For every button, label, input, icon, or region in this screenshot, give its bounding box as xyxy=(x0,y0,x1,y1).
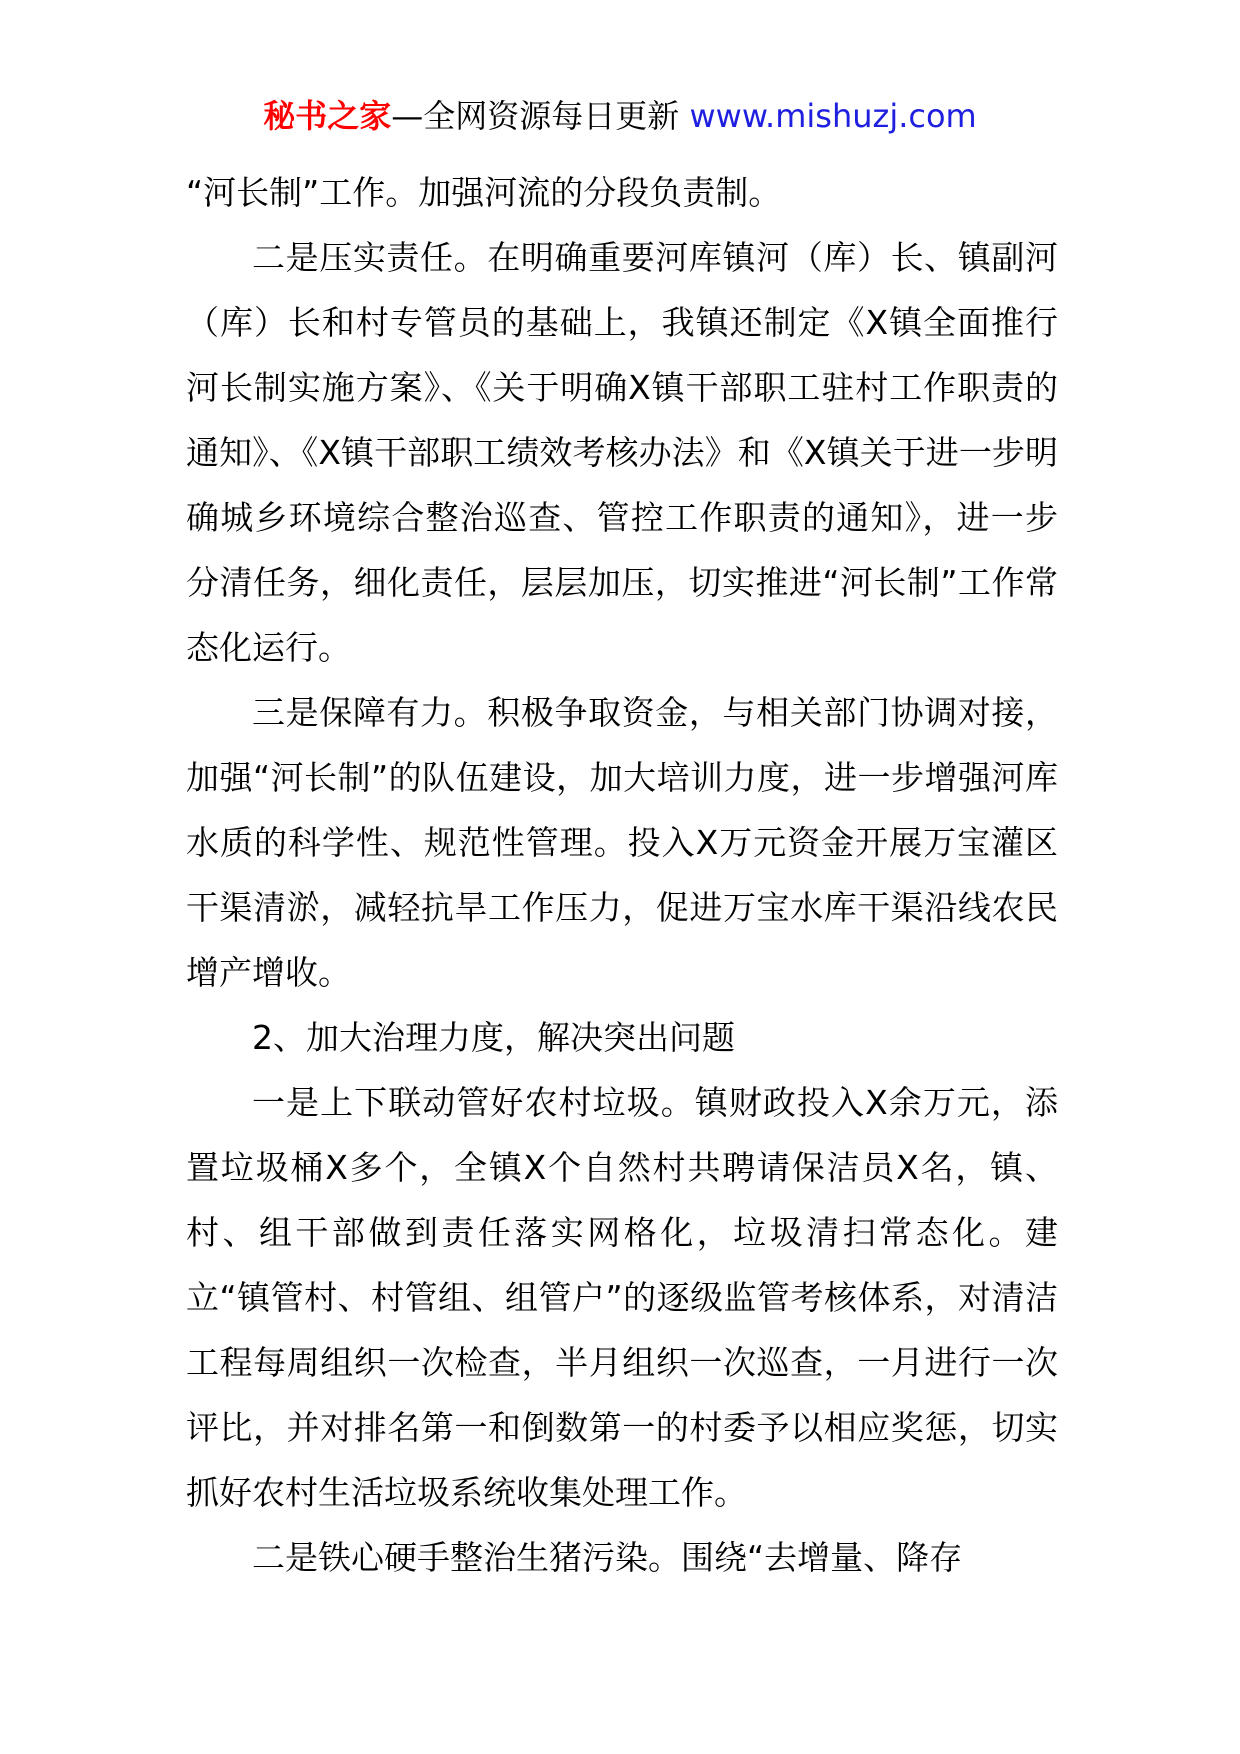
document-body xyxy=(186,160,1058,1590)
section-heading: 2、加大治理力度，解决突出问题 xyxy=(252,1018,735,1057)
paragraph-pig-pollution: 二是铁心硬手整治生猪污染。围绕“去增量、降存 xyxy=(252,1538,963,1577)
site-header xyxy=(0,96,1240,136)
paragraph-responsibility: 二是压实责任。在明确重要河库镇河（库）长、镇副河（库）长和村专管员的基础上，我镇还制定《X镇全面推行河长制实施方案》、《关于明确X镇干部职工驻村工作职责的通知》、《X镇干部职工绩效考核办法》和《X镇关于进一步明确城乡环境综合整治巡查、管控工作职责的通知》，进一步分清任务，细化责任，层层加压，切实推进“河长制”工作常态化运行。 xyxy=(186,238,1058,667)
site-tagline: —全网资源每日更新 xyxy=(391,97,680,135)
site-url-link[interactable]: www.mishuzj.com xyxy=(689,97,977,135)
site-brand: 秘书之家 xyxy=(263,97,392,135)
paragraph-continuation: “河长制”工作。加强河流的分段负责制。 xyxy=(186,173,782,212)
paragraph-garbage: 一是上下联动管好农村垃圾。镇财政投入X余万元，添置垃圾桶X多个，全镇X个自然村共聘请保洁员X名，镇、村、组干部做到责任落实网格化，垃圾清扫常态化。建立“镇管村、村管组、组管户”的逐级监管考核体系，对清洁工程每周组织一次检查，半月组织一次巡查，一月进行一次评比，并对排名第一和倒数第一的村委予以相应奖惩，切实抓好农村生活垃圾系统收集处理工作。 xyxy=(186,1083,1058,1512)
paragraph-funding: 三是保障有力。积极争取资金，与相关部门协调对接，加强“河长制”的队伍建设，加大培训力度，进一步增强河库水质的科学性、规范性管理。投入X万元资金开展万宝灌区干渠清淤，减轻抗旱工作压力，促进万宝水库干渠沿线农民增产增收。 xyxy=(186,693,1058,992)
